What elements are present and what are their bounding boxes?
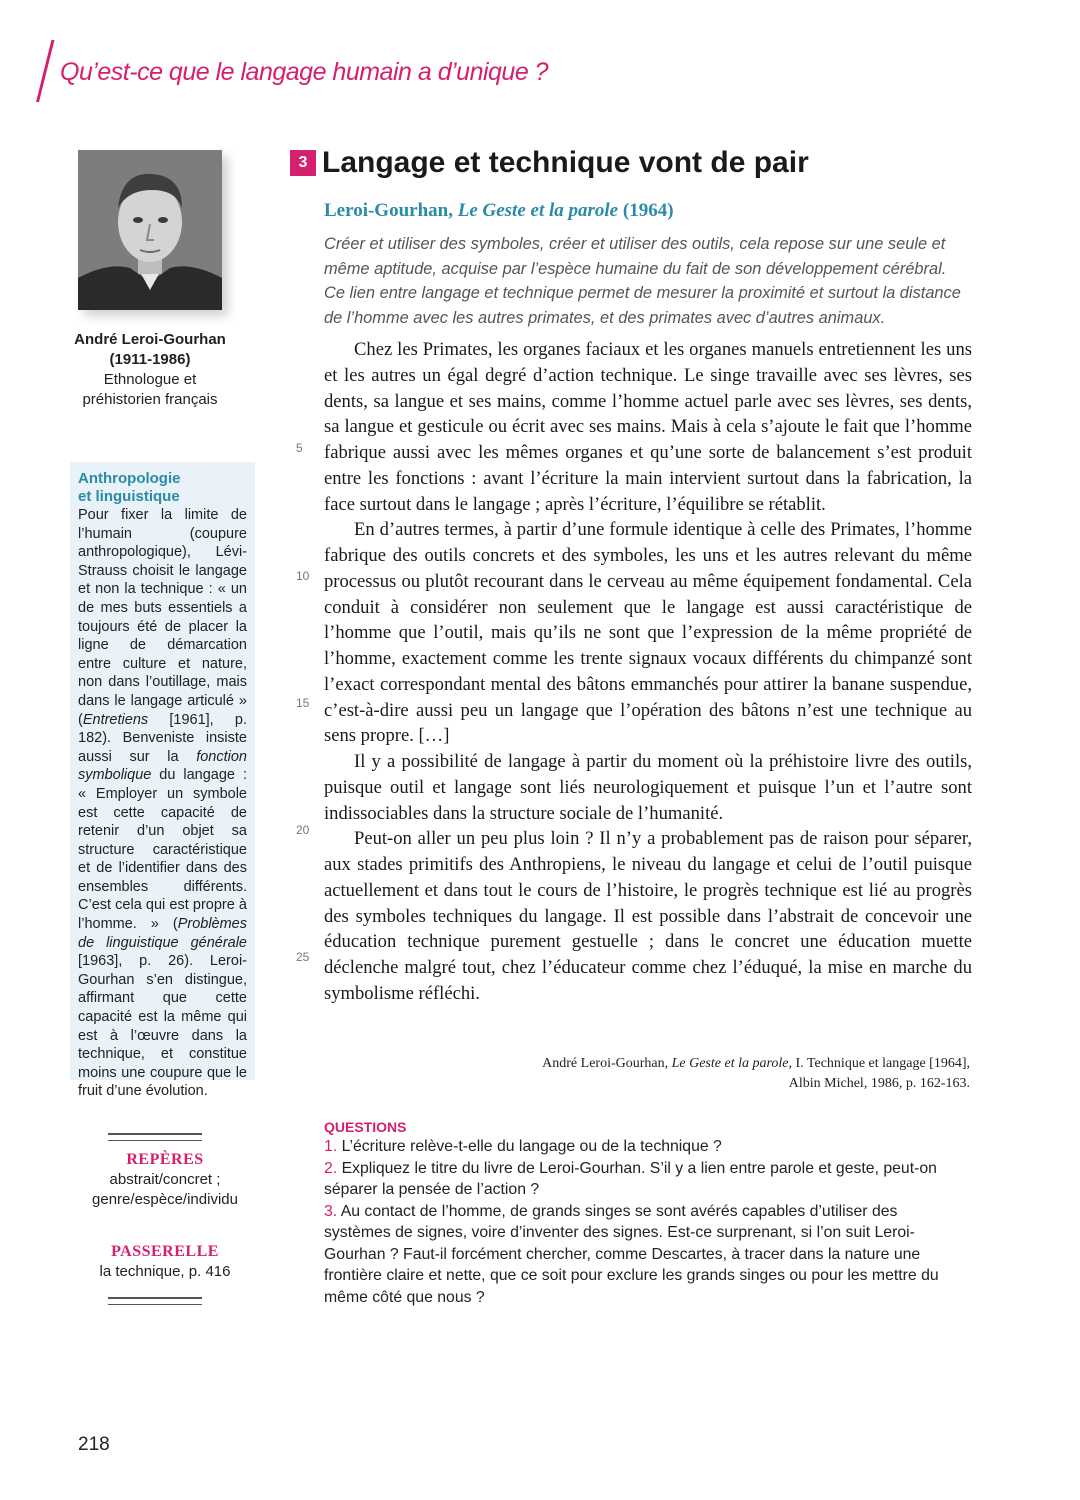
sidebar-title-line1: Anthropologie <box>78 470 181 487</box>
document-title <box>290 146 809 180</box>
reperes-line2: genre/espèce/individu <box>92 1191 238 1208</box>
text-paragraph: Peut-on aller un peu plus loin ? Il n’y a probablement pas de raison pour séparer, aux stades primitifs des Anthropiens, le niveau du langage et celui de l’outil puisque actuellement et dans tout le cours de l’histoire, le progrès technique est lié au progrès des symboles techniques du langage. Il est possible dans l’abstrait de concevoir une éducation technique purement gestuelle ; dans le concret une éducation muette déclenche malgré tout, chez l’éducateur comme chez l’éduqué, la mise en marche du symbolisme réfléchi. <box>324 828 972 1004</box>
document-intro: Créer et utiliser des symboles, créer et utiliser des outils, cela repose sur une seule et même aptitude, acquise par l’espèce humaine du fait de son développement cérébral. Ce lien entre langage et technique permet de mesurer la proximité et surtout la distance de l’homme avec les autres primates, et des primates avec d’autres animaux. <box>324 235 961 327</box>
author-portrait <box>78 150 222 310</box>
reperes-title: REPÈRES <box>126 1151 204 1168</box>
line-number: 20 <box>296 823 310 837</box>
line-number: 5 <box>296 441 303 455</box>
text-paragraph: Chez les Primates, les organes faciaux et les organes manuels entretiennent les uns et les autres un égal degré d’action technique. Le singe travaille avec ses lèvres, ses dents, sa langue et ses mains, comme l’homme actuel parle avec ses lèvres, ses dents, sa langue et gesticule ou écrit avec ses mains. Mais à cela s’ajoute le fait que l’homme fabrique aussi avec les mêmes organes et qu’une sorte de balancement s’est produit entre les fonctions : avant l’écriture la main intervient surtout dans la fabrication, la face surtout dans le langage ; après l’écriture, l’équilibre se rétablit. <box>324 339 972 515</box>
line-number: 25 <box>296 950 310 964</box>
document-number-badge: 3 <box>290 150 316 176</box>
text-paragraph: En d’autres termes, à partir d’une formule identique à celle des Primates, l’homme fabrique des outils concrets et des symboles, les uns et les autres relevant du même processus ou plutôt recourant dans le cerveau au même équipement fondamental. Cela conduit à considérer non seulement que le langage est aussi caractéristique de l’homme que l’outil, mais qu’ils ne sont que l’expression de la même propriété de l’homme, exactement comme les trente signaux vocaux différents du chimpanzé sont l’exact correspondant mental des bâtons emmanchés pour attirer la banane suspendue, c’est-à-dire aussi peu un langage que l’opération des bâtons n’est une technique au sens propre. […] <box>324 519 972 747</box>
passerelle-title: PASSERELLE <box>111 1243 219 1260</box>
author-dates: (1911-1986) <box>109 351 191 368</box>
chapter-title: Qu’est-ce que le langage humain a d’unique ? <box>60 58 549 86</box>
text-paragraph: Il y a possibilité de langage à partir du moment où la préhistoire livre des outils, puisque outil et langage sont liés neurologiquement et puisque l’un et l’autre sont indissociables dans la structure sociale de l’humanité. <box>324 751 972 824</box>
sidebar-title-line2: et linguistique <box>78 488 180 505</box>
passerelle-box <box>70 1242 260 1282</box>
question-item: 2. Expliquez le titre du livre de Leroi-Gourhan. S’il y a lien entre parole et geste, peut-on séparer la pensée de l’action ? <box>324 1159 937 1198</box>
question-item: 3. Au contact de l’homme, de grands singes se sont avérés capables d’utiliser des systèmes de signes, voire d’inventer des signes. Est-ce surprenant, si l’on suit Leroi-Gourhan ? Faut-il forcément chercher, comme Descartes, à tracer dans la nature une frontière claire et nette, que ce soit pour exclure les grands singes ou pour les mettre du même côté que nous ? <box>324 1202 939 1306</box>
document-source: Leroi-Gourhan, Le Geste et la parole (1964) <box>324 200 674 221</box>
citation-line1: André Leroi-Gourhan, Le Geste et la parole, I. Technique et langage [1964], <box>542 1056 970 1071</box>
citation <box>542 1054 970 1094</box>
accent-slash <box>36 40 54 102</box>
document-text <box>324 337 972 1007</box>
passerelle-link[interactable]: la technique, p. 416 <box>99 1263 231 1280</box>
sidebar-box <box>70 462 255 1100</box>
reperes-line1: abstrait/concret ; <box>109 1171 221 1188</box>
line-number: 10 <box>296 569 310 583</box>
page-number: 218 <box>78 1434 110 1455</box>
document-heading: Langage et technique vont de pair <box>322 146 809 179</box>
questions-section <box>324 1118 964 1308</box>
author-role-line2: préhistorien français <box>82 391 218 408</box>
portrait-photo <box>78 150 222 310</box>
question-item: 1. L’écriture relève-t-elle du langage ou de la technique ? <box>324 1138 722 1155</box>
passerelle-bottom-rule <box>108 1297 202 1305</box>
questions-heading: QUESTIONS <box>324 1119 407 1135</box>
reperes-top-rule <box>108 1133 202 1141</box>
line-number: 15 <box>296 696 310 710</box>
reperes-box <box>70 1150 260 1210</box>
citation-line2: Albin Michel, 1986, p. 162-163. <box>788 1076 970 1091</box>
author-role-line1: Ethnologue et <box>103 371 197 388</box>
author-name: André Leroi-Gourhan <box>74 331 226 348</box>
portrait-caption <box>60 330 240 410</box>
sidebar-text: Pour fixer la limite de l’humain (coupure anthropologique), Lévi-Strauss choisit le langage et non la technique : « un de mes buts essentiels a toujours été de placer la ligne de démarcation entre culture et nature, non dans l’outillage, mais dans le langage articulé » (Entretiens [1961], p. 182). Benveniste insiste aussi sur la fonction symbolique du langage : « Employer un symbole est cette capacité de retenir d’un objet sa structure caractéristique et de l’identifier dans des ensembles différents. C’est cela qui est propre à l’homme. » (Problèmes de linguistique générale [1963], p. 26). Leroi-Gourhan s’en distingue, affirmant que cette capacité est la même qui est à l’œuvre dans la technique, et constitue moins une coupure que le fruit d’une évolution. <box>78 507 247 1100</box>
